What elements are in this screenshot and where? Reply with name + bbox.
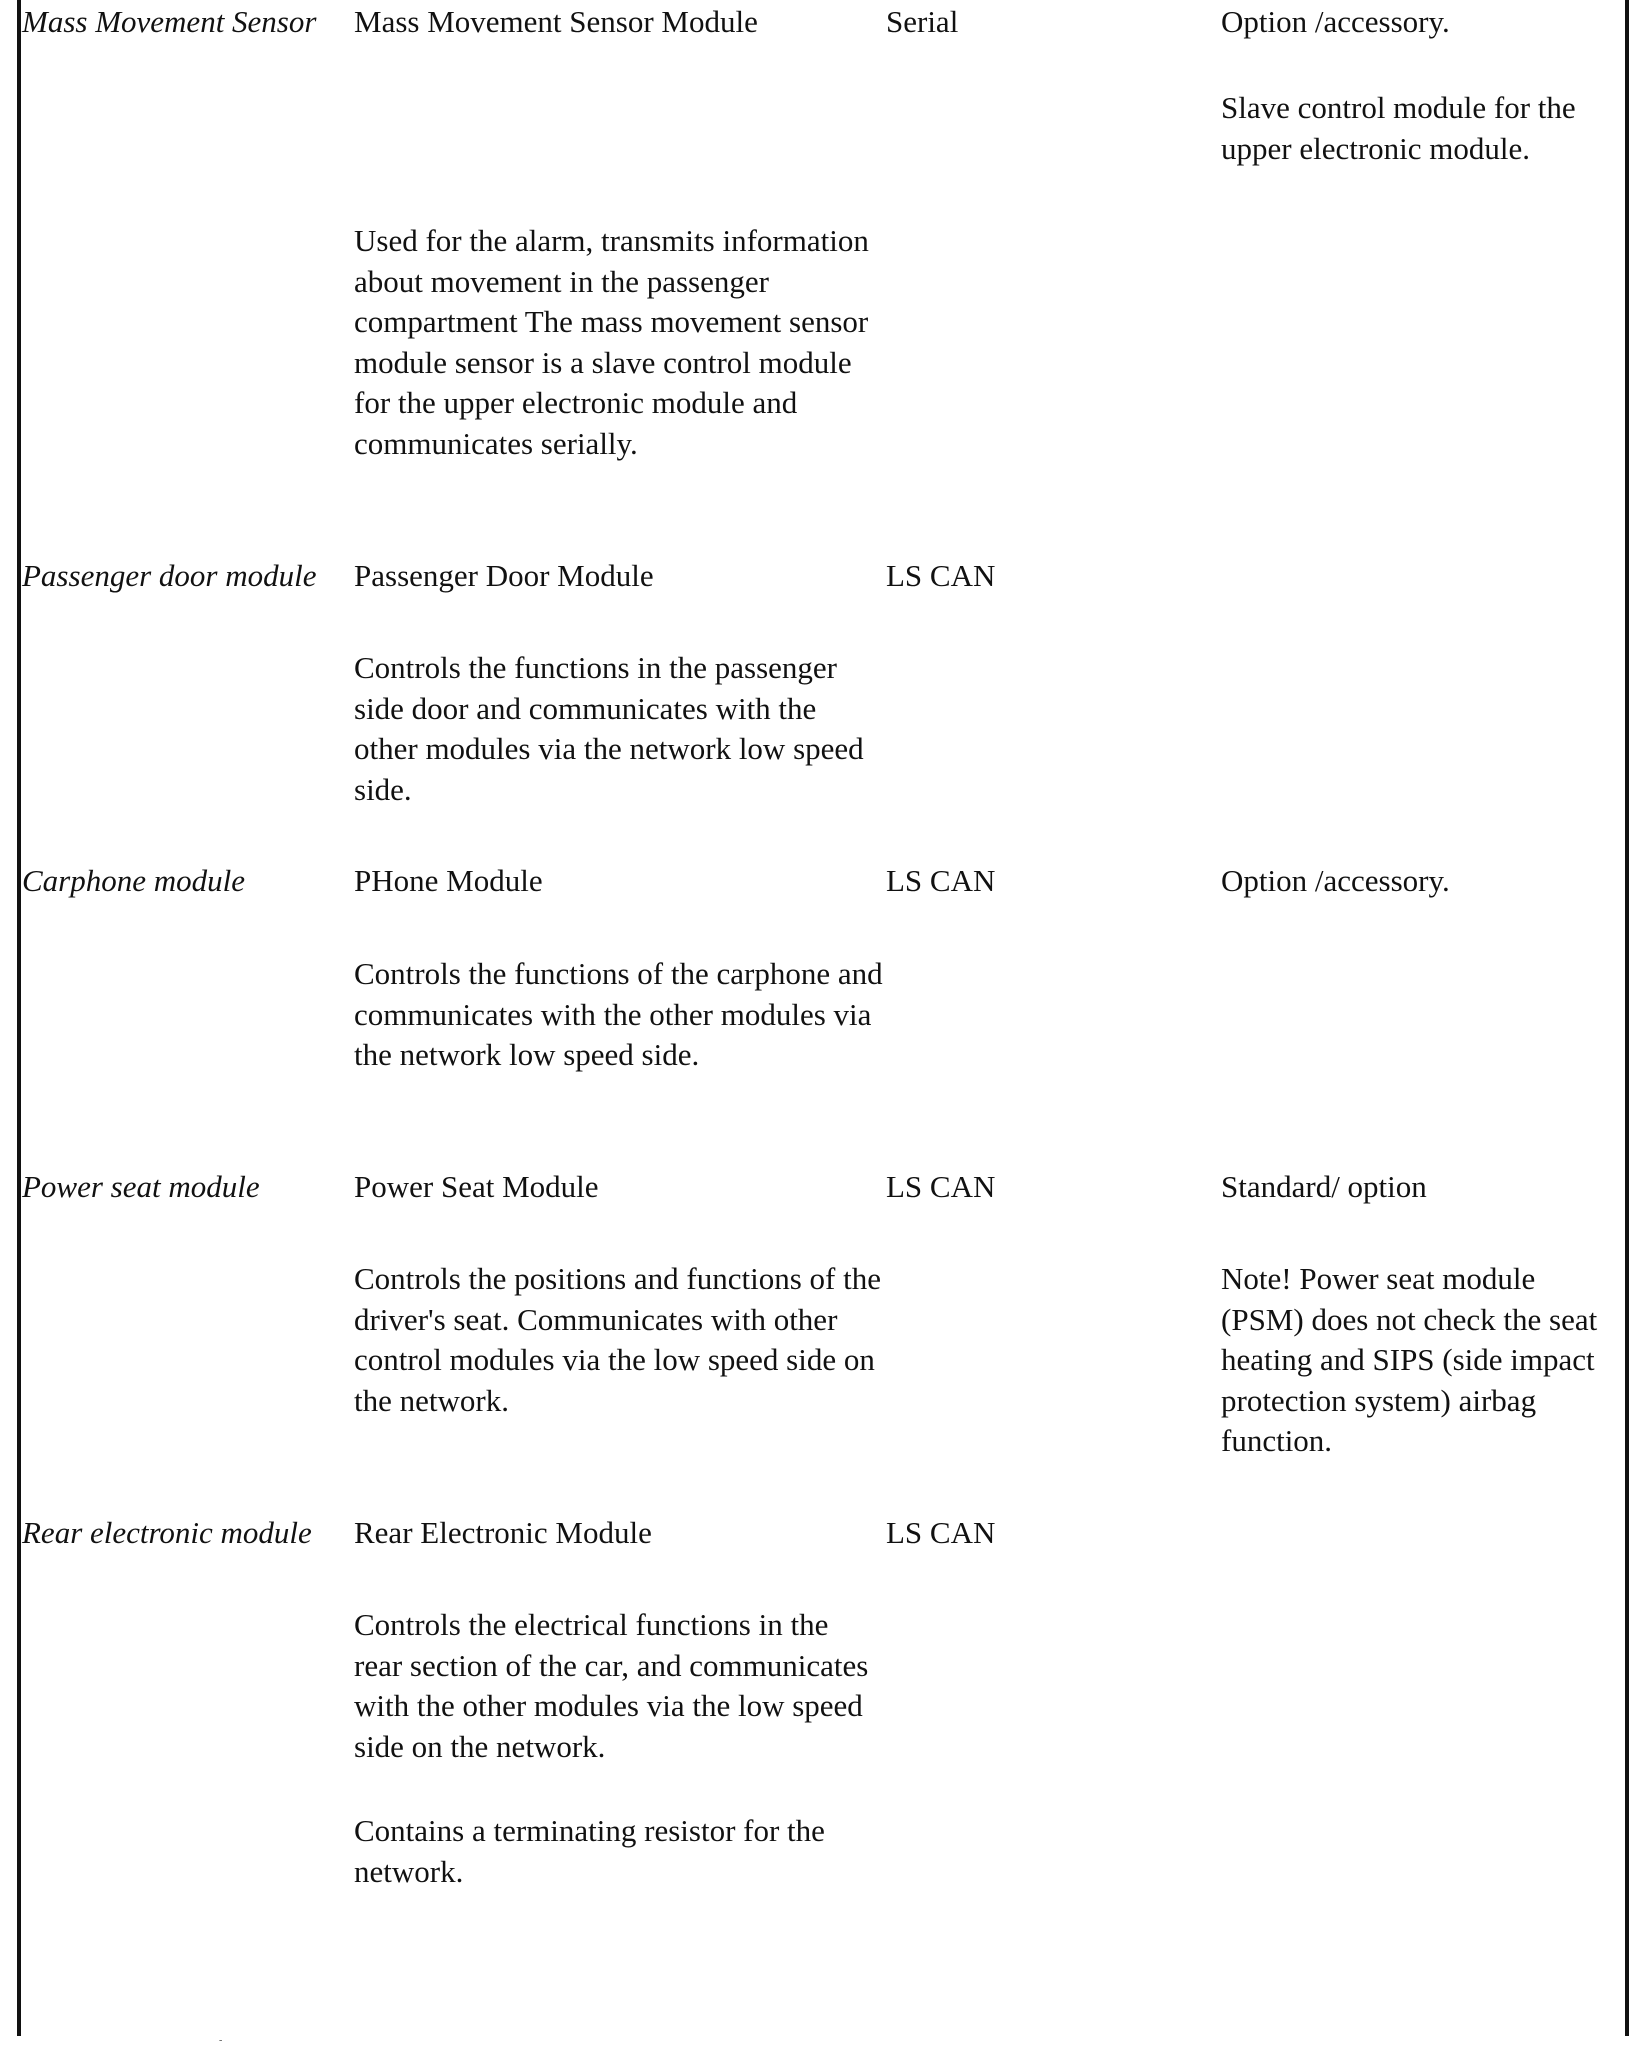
row-desc-passenger-door: Controls the functions in the passenger side door and communicates with the other modules via the network low speed side. <box>354 650 864 807</box>
row-comm-passenger-door: LS CAN <box>886 558 996 593</box>
row-comm-rear-electronic: LS CAN <box>886 1515 996 1550</box>
row-name-carphone: Carphone module <box>22 863 246 898</box>
row-comm-power-seat: LS CAN <box>886 1169 996 1204</box>
footer-mark: - <box>219 2035 223 2046</box>
row-desc-carphone: Controls the functions of the carphone and communicates with the other modules via the network low speed side. <box>354 956 883 1072</box>
row-module-rear-electronic: Rear Electronic Module <box>354 1515 652 1550</box>
row-desc-power-seat: Controls the positions and functions of the driver's seat. Communicates with other control modules via the low speed side on the network. <box>354 1261 881 1418</box>
row-name-passenger-door: Passenger door module <box>22 558 317 593</box>
row-name-power-seat: Power seat module <box>22 1169 260 1204</box>
row-module-passenger-door: Passenger Door Module <box>354 558 654 593</box>
row-note1-mass-movement-sensor: Option /accessory. <box>1221 4 1450 39</box>
row-note2-mass-movement-sensor: Slave control module for the upper electronic module. <box>1221 90 1576 166</box>
row-desc-mass-movement-sensor: Used for the alarm, transmits information about movement in the passenger compartment The mass movement sensor module sensor is a slave control module for the upper electronic module and communicates serially. <box>354 223 869 461</box>
row-module-carphone: PHone Module <box>354 863 543 898</box>
row-comm-mass-movement-sensor: Serial <box>886 4 959 39</box>
row-note2-power-seat: Note! Power seat module (PSM) does not check the seat heating and SIPS (side impact protection system) airbag function. <box>1221 1261 1598 1458</box>
table-left-border <box>17 0 21 2036</box>
row-name-rear-electronic: Rear electronic module <box>22 1515 312 1550</box>
row-module-power-seat: Power Seat Module <box>354 1169 599 1204</box>
row-note1-power-seat: Standard/ option <box>1221 1169 1427 1204</box>
row-module-mass-movement-sensor: Mass Movement Sensor Module <box>354 4 758 39</box>
row-name-mass-movement-sensor: Mass Movement Sensor <box>22 4 317 39</box>
row-note1-carphone: Option /accessory. <box>1221 863 1450 898</box>
row-desc-rear-electronic: Controls the electrical functions in the rear section of the car, and communicates with the other modules via the low speed side on the network. <box>354 1607 869 1764</box>
row-comm-carphone: LS CAN <box>886 863 996 898</box>
table-right-border <box>1625 0 1629 2036</box>
row-desc2-rear-electronic: Contains a terminating resistor for the network. <box>354 1813 825 1889</box>
